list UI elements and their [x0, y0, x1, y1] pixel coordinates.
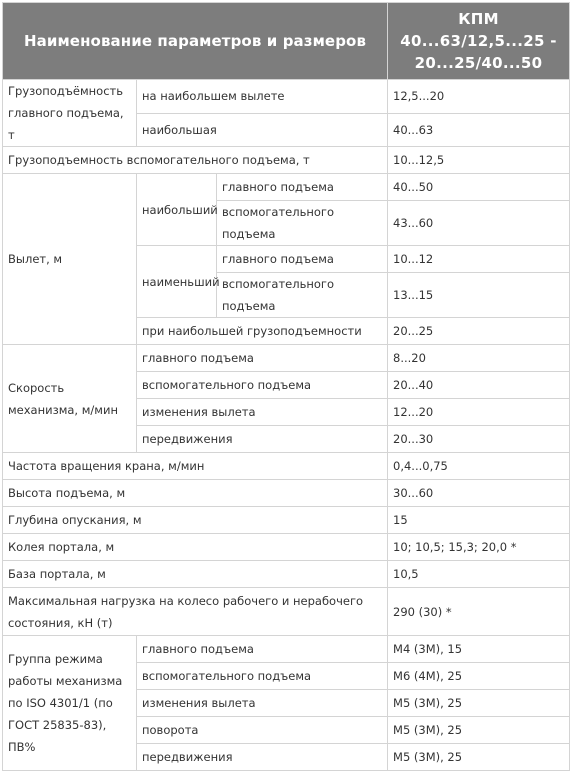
- rotation-label: Частота вращения крана, м/мин: [3, 453, 388, 480]
- speed-main-hoist-value: 8...20: [388, 345, 570, 372]
- capacity-at-max-reach-label: на наибольшем вылете: [137, 80, 388, 114]
- reach-smallest-main-label: главного подъема: [217, 246, 388, 273]
- duty-travel-value: М5 (3М), 25: [388, 744, 570, 771]
- portal-gauge-value: 10; 10,5; 15,3; 20,0 *: [388, 534, 570, 561]
- header-model-line-2: 40...63/12,5...25 -: [400, 32, 557, 50]
- reach-largest-aux-value: 43...60: [388, 201, 570, 246]
- table-header-row: [3, 3, 570, 80]
- reach-smallest-main-value: 10...12: [388, 246, 570, 273]
- duty-group-label: Группа режима работы механизма по ISO 4301/1 (по ГОСТ 25835-83), ПВ%: [3, 636, 137, 771]
- header-model: [388, 3, 570, 80]
- capacity-at-max-reach-value: 12,5...20: [388, 80, 570, 114]
- speed-luffing-value: 12...20: [388, 399, 570, 426]
- header-parameter-name: Наименование параметров и размеров: [3, 3, 388, 80]
- reach-smallest-label: наименьший: [137, 246, 217, 318]
- reach-at-max-capacity-label: при наибольшей грузоподъемности: [137, 318, 388, 345]
- header-model-line-3: 20...25/40...50: [414, 54, 543, 72]
- table-row: [3, 174, 570, 201]
- duty-luffing-value: М5 (3М), 25: [388, 690, 570, 717]
- capacity-aux-label: Грузоподъемность вспомогательного подъема, т: [3, 147, 388, 174]
- duty-slewing-label: поворота: [137, 717, 388, 744]
- duty-aux-hoist-label: вспомогательного подъема: [137, 663, 388, 690]
- reach-smallest-aux-value: 13...15: [388, 273, 570, 318]
- wheel-load-value: 290 (30) *: [388, 588, 570, 636]
- speed-luffing-label: изменения вылета: [137, 399, 388, 426]
- table-row: [3, 453, 570, 480]
- duty-luffing-label: изменения вылета: [137, 690, 388, 717]
- duty-travel-label: передвижения: [137, 744, 388, 771]
- rotation-value: 0,4...0,75: [388, 453, 570, 480]
- capacity-max-value: 40...63: [388, 113, 570, 147]
- lift-height-label: Высота подъема, м: [3, 480, 388, 507]
- table-row: [3, 80, 570, 114]
- table-row: [3, 561, 570, 588]
- table-row: [3, 636, 570, 663]
- table-row: [3, 345, 570, 372]
- reach-largest-main-label: главного подъема: [217, 174, 388, 201]
- speed-label: Скорость механизма, м/мин: [3, 345, 137, 453]
- wheel-load-label: Максимальная нагрузка на колесо рабочего и нерабочего состояния, кН (т): [3, 588, 388, 636]
- speed-aux-hoist-value: 20...40: [388, 372, 570, 399]
- lowering-depth-value: 15: [388, 507, 570, 534]
- spec-table-container: [2, 2, 570, 771]
- reach-largest-main-value: 40...50: [388, 174, 570, 201]
- capacity-max-label: наибольшая: [137, 113, 388, 147]
- capacity-aux-value: 10...12,5: [388, 147, 570, 174]
- reach-largest-aux-label: вспомогательного подъема: [217, 201, 388, 246]
- portal-gauge-label: Колея портала, м: [3, 534, 388, 561]
- reach-largest-label: наибольший: [137, 174, 217, 246]
- speed-travel-label: передвижения: [137, 426, 388, 453]
- speed-main-hoist-label: главного подъема: [137, 345, 388, 372]
- portal-base-value: 10,5: [388, 561, 570, 588]
- lowering-depth-label: Глубина опускания, м: [3, 507, 388, 534]
- duty-aux-hoist-value: М6 (4М), 25: [388, 663, 570, 690]
- table-row: [3, 588, 570, 636]
- portal-base-label: База портала, м: [3, 561, 388, 588]
- duty-main-hoist-value: М4 (3М), 15: [388, 636, 570, 663]
- speed-travel-value: 20...30: [388, 426, 570, 453]
- header-model-line-1: КПМ: [458, 10, 499, 28]
- reach-at-max-capacity-value: 20...25: [388, 318, 570, 345]
- table-row: [3, 480, 570, 507]
- speed-aux-hoist-label: вспомогательного подъема: [137, 372, 388, 399]
- crane-specifications-table: [2, 2, 570, 771]
- duty-slewing-value: М5 (3М), 25: [388, 717, 570, 744]
- table-row: [3, 534, 570, 561]
- capacity-main-label: Грузоподъёмность главного подъема, т: [3, 80, 137, 147]
- duty-main-hoist-label: главного подъема: [137, 636, 388, 663]
- reach-smallest-aux-label: вспомогательного подъема: [217, 273, 388, 318]
- table-row: [3, 147, 570, 174]
- table-row: [3, 507, 570, 534]
- lift-height-value: 30...60: [388, 480, 570, 507]
- reach-label: Вылет, м: [3, 174, 137, 345]
